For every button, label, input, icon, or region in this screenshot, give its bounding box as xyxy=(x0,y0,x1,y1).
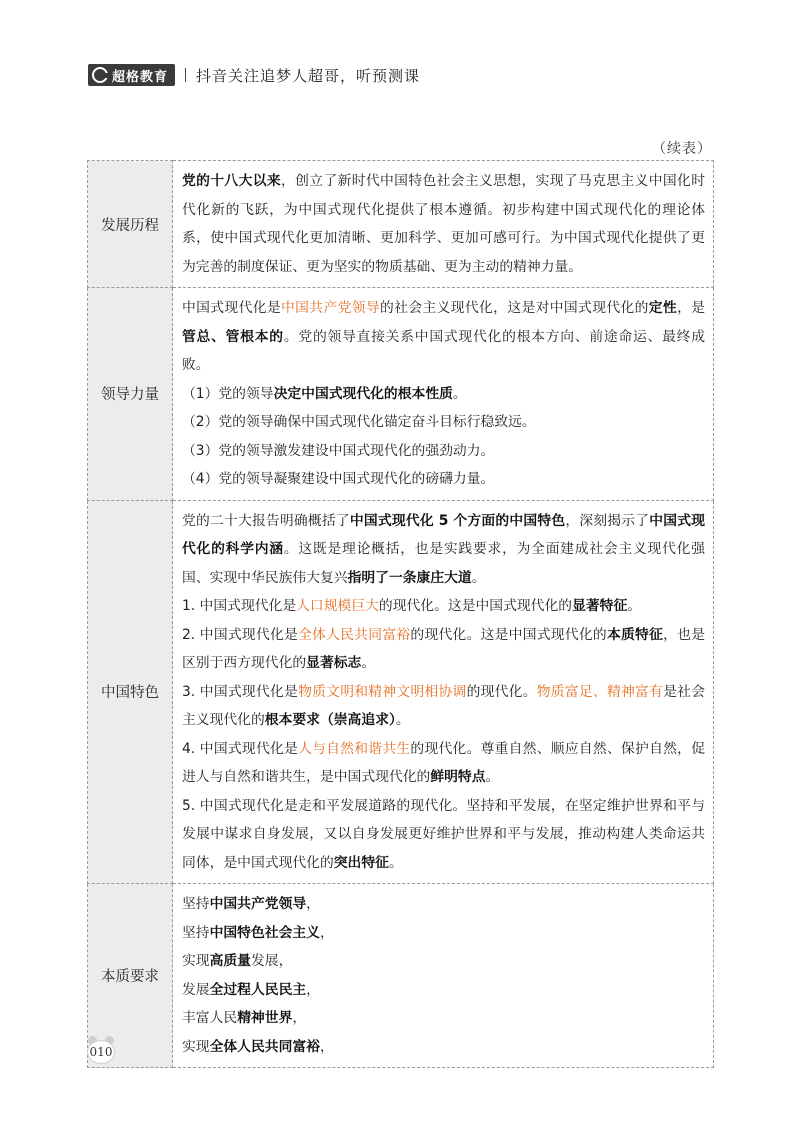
list-item xyxy=(182,976,705,1005)
table-row xyxy=(88,884,714,1068)
list-item xyxy=(182,919,705,948)
text-run: 实现 xyxy=(182,953,210,969)
text-bold: 突出特征 xyxy=(333,854,389,871)
text-run: 丰富人民 xyxy=(182,1010,238,1026)
text-bold: 根本要求（崇高追求） xyxy=(264,712,396,728)
paragraph xyxy=(182,167,705,281)
text-run: 是社会主义现代化的 xyxy=(182,683,706,728)
text-run: 坚持 xyxy=(182,924,210,941)
text-bold: 中国特色社会主义 xyxy=(209,924,320,941)
header-divider xyxy=(185,68,186,82)
text-run: 。 xyxy=(485,769,500,785)
text-run: 党的二十大报告明确概括了 xyxy=(182,512,350,529)
text-highlight: 人口规模巨大 xyxy=(296,598,379,614)
row-content xyxy=(173,161,714,288)
text-run: 。 xyxy=(471,569,486,586)
text-run: 2. 中国式现代化是 xyxy=(182,626,299,643)
text-run: 的现代化。尊重自然、顺应自然、保护自然，促进人与自然和谐共生，是中国式现代化的 xyxy=(182,740,706,785)
text-run: 的现代化。这是中国式现代化的 xyxy=(410,626,607,643)
paragraph xyxy=(182,507,705,593)
text-run: 。 xyxy=(452,385,467,402)
brand-logo xyxy=(88,64,175,86)
brand-name: 超格教育 xyxy=(112,69,169,85)
text-bold: 鲜明特点 xyxy=(430,769,486,785)
list-item xyxy=(182,947,705,976)
text-highlight: 全体人民共同富裕 xyxy=(298,626,411,643)
text-bold: 显著特征 xyxy=(572,598,628,614)
text-bold: 全体人民共同富裕 xyxy=(209,1038,320,1055)
list-item xyxy=(182,1004,705,1033)
text-run: ， xyxy=(306,981,320,998)
list-item xyxy=(182,380,705,409)
text-bold: 指明了一条康庄大道 xyxy=(347,569,472,586)
row-content xyxy=(173,500,714,884)
text-run: ，创立了新时代中国特色社会主义思想，实现了马克思主义中国化时代化新的飞跃，为中国式现代化提供了根本遵循。初步构建中国式现代化的理论体系，使中国式现代化更加清晰、更加科学、更加可感可行。为中国式现代化提供了更为完善的制度保证、更为坚实的物质基础、更为主动的精神力量。 xyxy=(182,173,706,275)
badge-face xyxy=(87,1040,115,1064)
list-item xyxy=(182,1033,705,1062)
text-run: ， xyxy=(306,896,320,912)
text-run: ， xyxy=(319,924,334,941)
row-heading: 发展历程 xyxy=(88,161,173,288)
text-run: 。这既是理论概括，也是实践要求，为全面建成社会主义现代化强国、实现中华民族伟大复兴 xyxy=(182,541,706,586)
text-bold: 中国共产党领导 xyxy=(209,896,307,912)
text-bold: 全过程人民民主 xyxy=(209,981,307,998)
list-item xyxy=(182,735,705,792)
text-run: 1. 中国式现代化是 xyxy=(182,598,297,614)
text-run: （1）党的领导 xyxy=(182,385,274,402)
text-highlight: 人与自然和谐共生 xyxy=(298,740,411,757)
text-run: 5. 中国式现代化是走和平发展道路的现代化。坚持和平发展，在坚定维护世界和平与发展中谋求自身发展，又以自身发展更好维护世界和平与发展，推动构建人类命运共同体，是中国式现代化的 xyxy=(182,797,705,871)
paragraph xyxy=(182,294,705,380)
text-run: 的现代化。这是中国式现代化的 xyxy=(378,598,573,614)
list-item xyxy=(182,592,705,621)
text-run: 发展， xyxy=(250,953,293,969)
list-item xyxy=(182,465,705,494)
text-bold: 管总、管根本的 xyxy=(182,328,284,345)
text-bold: 本质特征 xyxy=(606,626,664,643)
page-number-badge xyxy=(86,1036,116,1066)
text-bold: 中国式现代化的科学内涵 xyxy=(182,512,706,557)
text-run: 。 xyxy=(361,655,376,671)
list-item xyxy=(182,678,705,735)
text-run: 的社会主义现代化，这是对中国式现代化的 xyxy=(380,300,649,316)
text-run: 发展 xyxy=(182,981,210,998)
text-run: （4）党的领导凝聚建设中国式现代化的磅礴力量。 xyxy=(182,471,495,487)
list-item xyxy=(182,408,705,437)
text-bold: 显著标志 xyxy=(306,655,362,671)
text-bold: 中国式现代化 5 个方面的中国特色 xyxy=(349,512,566,529)
text-run: 。 xyxy=(627,598,642,614)
text-run: （2）党的领导确保中国式现代化锚定奋斗目标行稳致远。 xyxy=(182,414,536,430)
table-row xyxy=(88,288,714,501)
list-item xyxy=(182,890,705,919)
text-run: 4. 中国式现代化是 xyxy=(182,740,299,757)
page-header xyxy=(88,64,420,86)
text-run: 3. 中国式现代化是 xyxy=(182,683,299,700)
text-run: 。党的领导直接关系中国式现代化的根本方向、前途命运、最终成败。 xyxy=(182,328,706,373)
text-run: ， xyxy=(319,1038,334,1055)
text-bold: 党的十八大以来 xyxy=(182,173,282,189)
text-run: （3）党的领导激发建设中国式现代化的强劲动力。 xyxy=(182,442,495,459)
text-highlight: 物质富足、精神富有 xyxy=(536,683,664,700)
text-run: ，也是区别于西方现代化的 xyxy=(182,626,706,671)
row-heading: 领导力量 xyxy=(88,288,173,501)
row-heading: 中国特色 xyxy=(88,500,173,884)
table-row xyxy=(88,500,714,884)
table-row xyxy=(88,161,714,288)
text-run: 。 xyxy=(388,854,403,871)
text-bold: 高质量 xyxy=(209,953,251,969)
header-slogan: 抖音关注追梦人超哥，听预测课 xyxy=(196,66,421,85)
text-bold: 精神世界 xyxy=(237,1010,293,1026)
text-run: 实现 xyxy=(182,1038,210,1055)
text-highlight: 物质文明和精神文明相协调 xyxy=(298,683,467,700)
logo-g-icon xyxy=(92,67,108,83)
list-item xyxy=(182,437,705,466)
content-table xyxy=(87,160,714,1068)
continued-label: （续表） xyxy=(652,141,712,157)
text-run: 中国式现代化是 xyxy=(182,300,282,316)
text-run: ，是 xyxy=(677,300,706,316)
text-run: ，深刻揭示了 xyxy=(565,512,650,529)
row-heading: 本质要求 xyxy=(88,884,173,1068)
text-bold: 定性 xyxy=(648,300,678,316)
page-number: 010 xyxy=(89,1045,113,1059)
text-run: 坚持 xyxy=(182,896,210,912)
text-run: 。 xyxy=(395,712,410,728)
row-content xyxy=(173,288,714,501)
text-bold: 决定中国式现代化的根本性质 xyxy=(273,385,453,402)
text-highlight: 中国共产党领导 xyxy=(281,300,381,316)
text-run: ， xyxy=(292,1010,307,1026)
text-run: 的现代化。 xyxy=(466,683,537,700)
list-item xyxy=(182,792,705,878)
row-content xyxy=(173,884,714,1068)
list-item xyxy=(182,621,705,678)
